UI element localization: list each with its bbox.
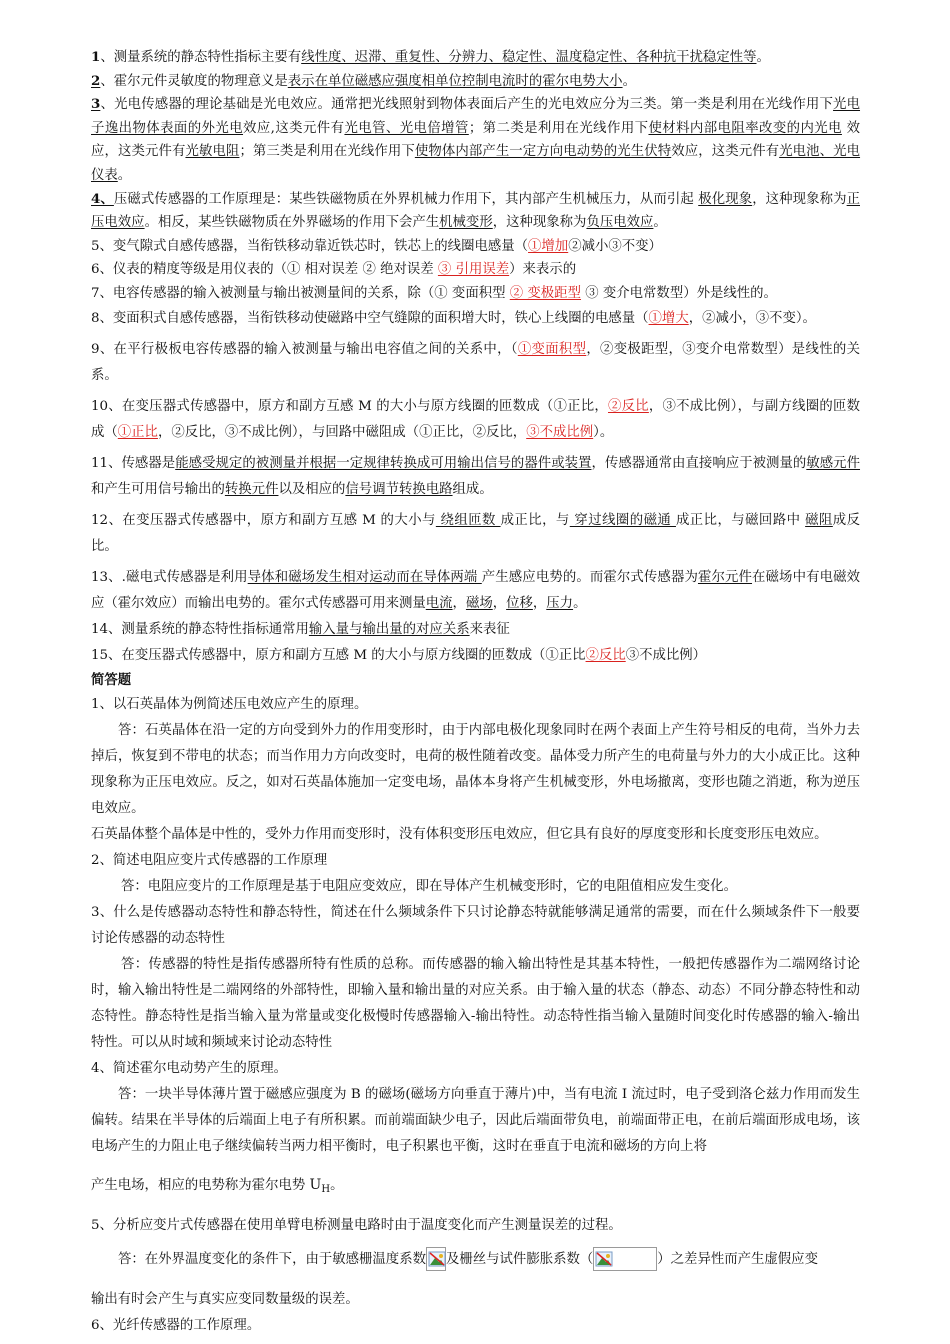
answer-blank: 位移 xyxy=(506,595,533,611)
short-a4-end: 产生电场，相应的电势称为霍尔电势 $U_H$。 xyxy=(91,1177,344,1196)
short-q4: 4、简述霍尔电动势产生的原理。 xyxy=(91,1061,287,1077)
answer-blank: 极化现象 xyxy=(698,191,753,207)
answer-blank: 表示在单位磁感应强度相单位控制电流时的霍尔电势大小 xyxy=(287,73,623,89)
fill-q13: 13、.磁电式传感器是利用导体和磁场发生相对运动而在导体两端 产生感应电势的。而霍尔式传感器为霍尔元件在磁场中有电磁效应（霍尔效应）而输出电势的。霍尔式传感器可用来测量电流，磁场，位移，压力。 xyxy=(91,569,861,611)
short-q2: 2、简述电阻应变片式传感器的工作原理 xyxy=(91,853,328,869)
short-a4: 答：一块半导体薄片置于磁感应强度为 B 的磁场(磁场方向垂直于薄片)中，当有电流 I 流过时，电子受到洛仑兹力作用而发生偏转。结果在半导体的后端面上电子有所积累。而前端面缺少电子，因此后端面带负电，前端面带正电，在前后端面形成电场，该电场产生的力阻止电子继续偏转当两力相平衡时，电子积累也平衡，这时在垂直于电流和磁场的方向上将 xyxy=(91,1087,860,1155)
fill-q8: 8、变面积式自感传感器，当衔铁移动使磁路中空气缝隙的面积增大时，铁心上线圈的电感量（①增大，②减小，③不变）。 xyxy=(91,310,816,326)
fill-q7: 7、电容传感器的输入被测量与输出被测量间的关系，除（① 变面积型 ② 变极距型 ③ 变介电常数型）外是线性的。 xyxy=(91,285,777,301)
fill-q2: 2、霍尔元件灵敏度的物理意义是表示在单位磁感应强度相单位控制电流时的霍尔电势大小。 xyxy=(91,72,636,89)
fill-q9: 9、在平行极板电容传感器的输入被测量与输出电容值之间的关系中，（①变面积型，②变极距型，③变介电常数型）是线性的关系。 xyxy=(91,341,860,383)
fill-q4: 4、压磁式传感器的工作原理是：某些铁磁物质在外界机械力作用下，其内部产生机械压力，从而引起 极化现象，这种现象称为正压电效应。相反，某些铁磁物质在外界磁场的作用下会产生机械变形，这种现象称为负压电效应。 xyxy=(91,190,860,231)
fill-q3: 3、光电传感器的理论基础是光电效应。通常把光线照射到物体表面后产生的光电效应分为三类。第一类是利用在光线作用下光电子逸出物体表面的外光电效应,这类元件有光电管、光电倍增管；第二类是利用在光线作用下使材料内部电阻率改变的内光电 效应，这类元件有光敏电阻；第三类是利用在光线作用下使物体内部产生一定方向电动势的光生伏特效应，这类元件有光电池、光电仪表。 xyxy=(91,96,861,183)
answer-blank: 光电管、光电倍增管 xyxy=(344,120,469,136)
answer-blank: 绕组匝数 xyxy=(435,512,501,528)
answer-blank: 使材料内部电阻率改变的内光电 xyxy=(648,120,842,136)
spacer xyxy=(91,1273,860,1287)
short-q3: 3、什么是传感器动态特性和静态特性，简述在什么频域条件下只讨论静态特就能够满足通常的需要，而在什么频域条件下一般要讨论传感器的动态特性 xyxy=(91,905,860,947)
short-a5: 答：在外界温度变化的条件下，由于敏感栅温度系数 及栅丝与试件膨胀系数（ ）之差异性而产生虚假应变 xyxy=(91,1247,860,1273)
short-q5: 5、分析应变片式传感器在使用单臂电桥测量电路时由于温度变化而产生测量误差的过程。 xyxy=(91,1218,622,1234)
answer-blank: 输入量与输出量的对应关系 xyxy=(308,621,470,637)
answer-blank: 光敏电阻 xyxy=(185,144,240,160)
answer-red: ③不成比例 xyxy=(526,424,594,440)
section-title: 简答题 xyxy=(91,671,132,688)
broken-image-icon xyxy=(593,1247,657,1271)
answer-red: ② 变极距型 xyxy=(509,285,581,301)
answer-blank: 磁阻 xyxy=(805,512,833,528)
short-a5-end: 输出有时会产生与真实应变同数量级的误差。 xyxy=(91,1292,359,1308)
short-a3: 答：传感器的特性是指传感器所特有性质的总称。而传感器的输入输出特性是其基本特性，一般把传感器作为二端网络讨论时，输入输出特性是二端网络的外部特性，即输入量和输出量的对应关系。由于输入量的状态（静态、动态）不同分静态特性和动态特性。静态特性是指当输入量为常量或变化极慢时传感器输入-输出特性。动态特性指当输入量随时间变化时传感器的输入-输出特性。可以从时域和频域来讨论动态特性 xyxy=(91,957,860,1051)
fill-q11: 11、传感器是能感受规定的被测量并根据一定规律转换成可用输出信号的器件或装置，传感器通常由直接响应于被测量的敏感元件 和产生可用信号输出的转换元件以及相应的信号调节转换电路组成。 xyxy=(91,455,861,497)
answer-red: ③ 引用误差 xyxy=(437,262,510,278)
answer-red: ①增加 xyxy=(528,238,569,254)
fill-q5: 5、变气隙式自感传感器，当衔铁移动靠近铁芯时，铁芯上的线圈电感量（①增加②减小③不变） xyxy=(91,238,662,254)
answer-blank: 线性度、迟滞、重复性、分辨力、稳定性、温度稳定性、各种抗干扰稳定性等 xyxy=(301,50,757,65)
answer-red: ①增大 xyxy=(648,310,689,326)
short-a1: 答：石英晶体在沿一定的方向受到外力的作用变形时，由于内部电极化现象同时在两个表面上产生符号相反的电荷，当外力去掉后，恢复到不带电的状态；而当作用力方向改变时，电荷的极性随着改变。晶体受力所产生的电荷量与外力的大小成正比。这种现象称为正压电效应。反之，如对石英晶体施加一定变电场，晶体本身将产生机械变形，外电场撤离，变形也随之消逝，称为逆压电效应。 xyxy=(91,723,860,817)
answer-red: ①正比 xyxy=(117,424,158,440)
short-a1-extra: 石英晶体整个晶体是中性的，受外力作用而变形时，没有体积变形压电效应，但它具有良好的厚度变形和长度变形压电效应。 xyxy=(91,827,828,843)
answer-blank: 信号调节转换电路 xyxy=(345,481,453,497)
q-number: 4、 xyxy=(91,190,114,207)
fill-q6: 6、仪表的精度等级是用仪表的（① 相对误差 ② 绝对误差 ③ 引用误差）来表示的 xyxy=(91,262,577,278)
answer-blank: 光电子逸出物体表面的外光电 xyxy=(91,97,861,136)
q-number: 2 xyxy=(91,72,101,89)
answer-blank: 霍尔元件 xyxy=(697,569,753,585)
answer-blank: 导体和磁场发生相对运动而在导体两端 xyxy=(247,569,482,585)
fill-q10: 10、在变压器式传感器中，原方和副方互感 M 的大小与原方线圈的匝数成（①正比，②反比，③不成比例），与副方线圈的匝数成（①正比，②反比，③不成比例），与回路中磁阻成（①正比，②反比，③不成比例）。 xyxy=(91,398,860,440)
answer-red: ②反比 xyxy=(585,647,626,663)
q-number: 3 xyxy=(91,96,101,113)
answer-blank: 光电池、光电仪表 xyxy=(91,144,861,183)
answer-blank: 能感受规定的被测量并根据一定规律转换成可用输出信号的器件或装置 xyxy=(175,455,592,471)
answer-blank: 电流 xyxy=(425,595,453,611)
fill-q12: 12、在变压器式传感器中，原方和副方互感 M 的大小与 绕组匝数 成正比，与 穿过线圈的磁通 成正比，与磁回路中 磁阻成反比。 xyxy=(91,512,861,554)
answer-blank: 机械变形 xyxy=(439,215,493,231)
hall-symbol: U xyxy=(309,1177,322,1194)
short-q1: 1、以石英晶体为例简述压电效应产生的原理。 xyxy=(91,697,368,713)
fill-q14: 14、测量系统的静态特性指标通常用输入量与输出量的对应关系来表征 xyxy=(91,621,510,637)
answer-blank: 正压电效应 xyxy=(91,191,860,231)
answer-blank: 转换元件 xyxy=(224,481,279,497)
short-q6: 6、光纤传感器的工作原理。 xyxy=(91,1318,261,1334)
answer-blank: 穿过线圈的磁通 xyxy=(569,512,676,528)
hall-subscript: H xyxy=(321,1184,331,1196)
answer-blank: 负压电效应 xyxy=(586,215,654,231)
answer-blank: 敏感元件 xyxy=(806,455,861,471)
q-number: 1 xyxy=(91,49,101,65)
answer-blank: 压力 xyxy=(546,595,574,611)
answer-red: ①变面积型 xyxy=(517,341,587,357)
fill-q1: 1、测量系统的静态特性指标主要有线性度、迟滞、重复性、分辨力、稳定性、温度稳定性、各种抗干扰稳定性等。 xyxy=(91,49,770,65)
answer-blank: 磁场 xyxy=(465,595,493,611)
answer-red: ②反比 xyxy=(607,398,649,414)
fill-q15: 15、在变压器式传感器中，原方和副方互感 M 的大小与原方线圈的匝数成（①正比②反比③不成比例） xyxy=(91,647,707,663)
broken-image-icon xyxy=(426,1247,446,1271)
answer-blank: 使物体内部产生一定方向电动势的光生伏特 xyxy=(414,144,672,160)
short-a2: 答：电阻应变片的工作原理是基于电阻应变效应，即在导体产生机械变形时，它的电阻值相应发生变化。 xyxy=(121,879,737,895)
